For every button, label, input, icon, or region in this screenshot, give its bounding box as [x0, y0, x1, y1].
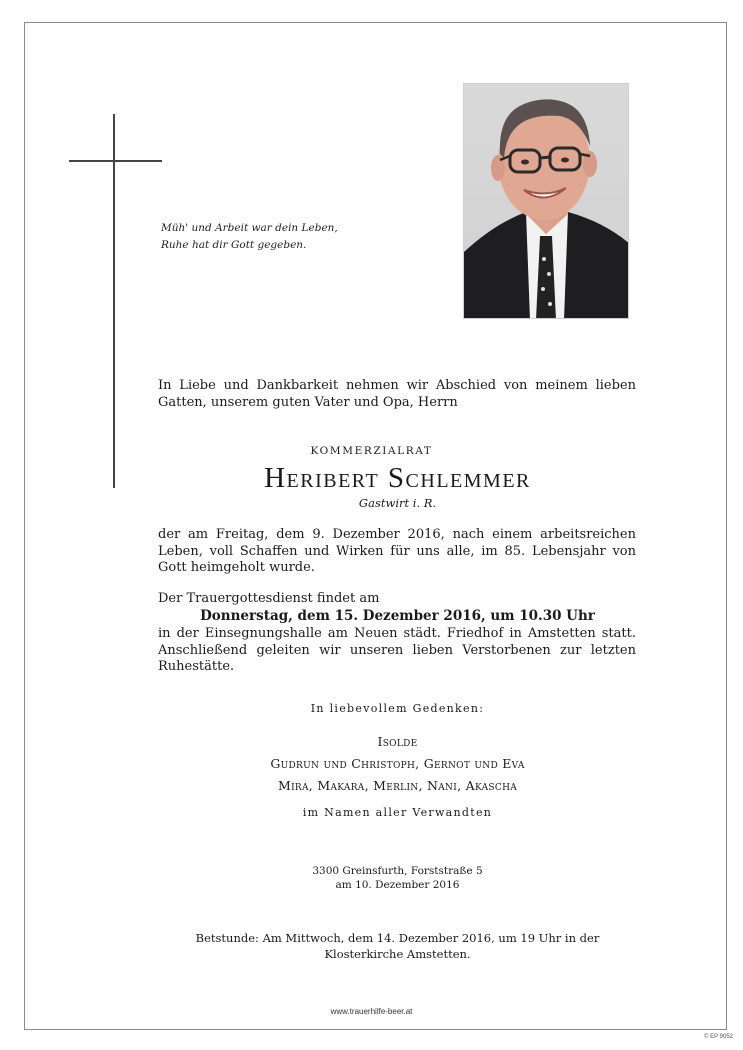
poem-line-2: Ruhe hat dir Gott gegeben. [161, 239, 307, 251]
service-date: Donnerstag, dem 15. Dezember 2016, um 10.30 Uhr [200, 608, 595, 624]
print-code: © EP 9052 [704, 1034, 733, 1040]
honorary-title: KOMMERZIALRAT [310, 445, 433, 457]
mourner-line-3: Mira, Makara, Merlin, Nani, Akascha [277, 778, 518, 793]
website-link[interactable]: www.trauerhilfe-beer.at [330, 1007, 413, 1016]
address-block [0, 864, 743, 892]
death-notice-text: der am Freitag, dem 9. Dezember 2016, nach einem arbeitsreichen Leben, voll Schaffen und Wirken für uns alle, im 85. Lebensjahr von Gott heimgeholt wurde. [158, 527, 636, 575]
profession: Gastwirt i. R. [358, 496, 437, 510]
address-line-1: 3300 Greinsfurth, Forststraße 5 [312, 865, 483, 877]
relatives-line: im Namen aller Verwandten [302, 806, 493, 819]
poem [161, 220, 338, 254]
service-details: in der Einsegnungshalle am Neuen städt. Friedhof in Amstetten statt. Anschließend geleiten wir unseren lieben Verstorbenen zur letzten Ruhestätte. [158, 626, 636, 674]
portrait-photo [463, 83, 629, 319]
poem-line-1: Müh' und Arbeit war dein Leben, [161, 222, 338, 234]
cross-horizontal [69, 160, 162, 162]
cross-vertical [113, 114, 115, 488]
intro-text: In Liebe und Dankbarkeit nehmen wir Abschied von meinem lieben Gatten, unserem guten Vater und Opa, Herrn [158, 378, 636, 410]
deceased-name: Heribert Schlemmer [264, 462, 531, 494]
prayer-line-2: Klosterkirche Amstetten. [324, 946, 471, 961]
prayer-notice [0, 931, 743, 962]
address-line-2: am 10. Dezember 2016 [335, 879, 460, 891]
memorial-heading: In liebevollem Gedenken: [310, 702, 485, 715]
mourner-line-1: Isolde [377, 734, 418, 749]
mourner-line-2: Gudrun und Christoph, Gernot und Eva [270, 756, 525, 771]
prayer-line-1: Betstunde: Am Mittwoch, dem 14. Dezember 2016, um 19 Uhr in der [195, 931, 600, 945]
service-intro: Der Trauergottesdienst findet am [158, 591, 380, 606]
